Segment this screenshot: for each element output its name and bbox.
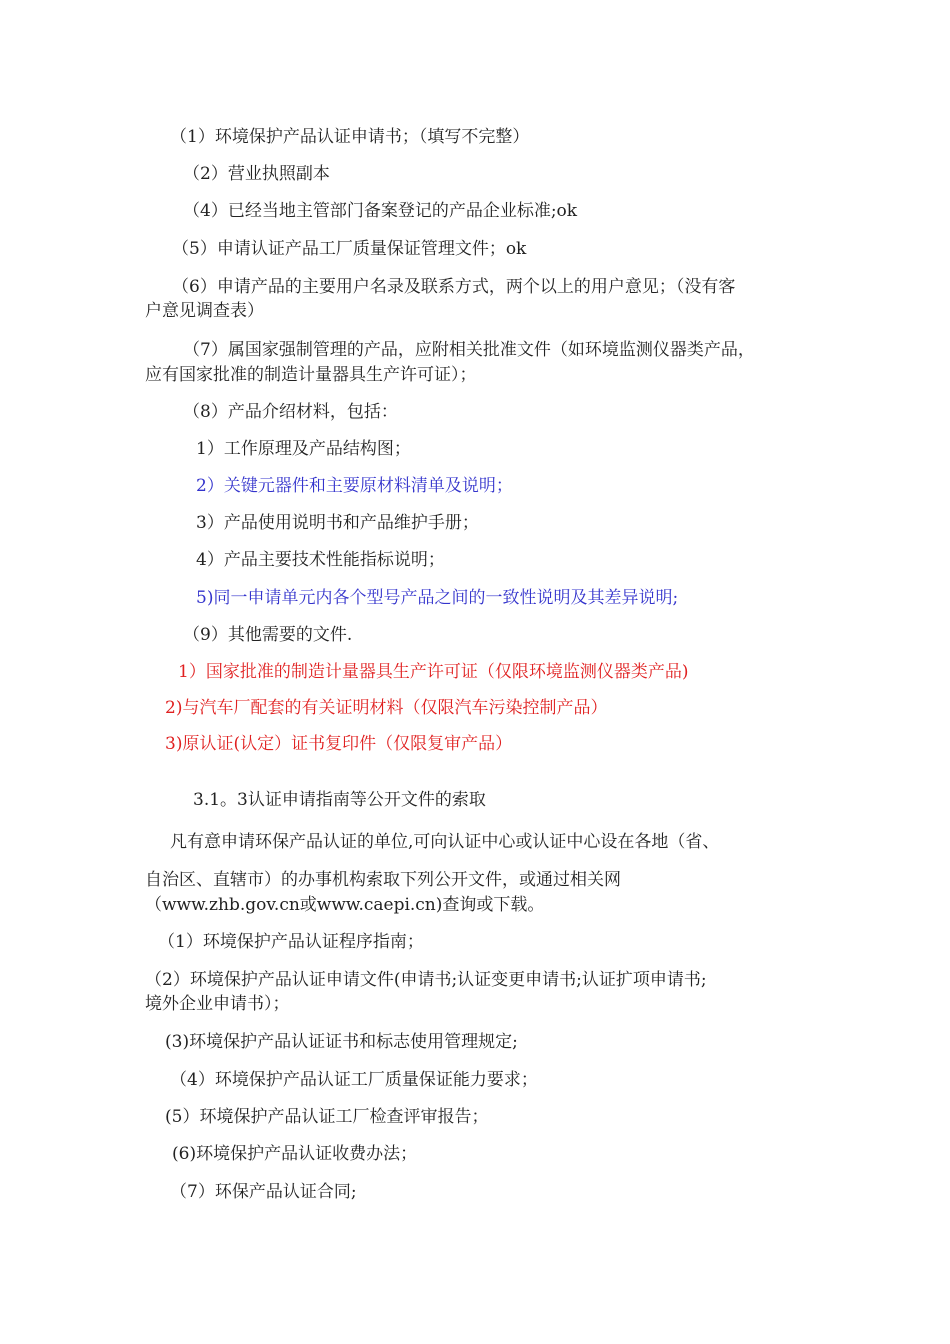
subitem-1-working-principle: 1）工作原理及产品结构图； — [196, 439, 411, 459]
red-item-3-original-certificate: 3)原认证(认定）证书复印件（仅限复审产品） — [165, 734, 513, 754]
paragraph-line-3-urls: （www.zhb.gov.cn或www.caepi.cn)查询或下载。 — [145, 895, 545, 915]
section-heading-3-1-3: 3.1。3认证申请指南等公开文件的索取 — [193, 790, 486, 810]
subitem-3-manual: 3）产品使用说明书和产品维护手册； — [196, 513, 479, 533]
item-8-product-materials: （8）产品介绍材料，包括： — [183, 402, 398, 422]
subitem-4-performance: 4）产品主要技术性能指标说明； — [196, 550, 445, 570]
item-2-business-license: （2）营业执照副本 — [183, 164, 330, 184]
item-9-other-documents: （9）其他需要的文件. — [183, 625, 353, 645]
red-item-1-license: 1）国家批准的制造计量器具生产许可证（仅限环境监测仪器类产品) — [178, 662, 689, 682]
subitem-2-key-components: 2）关键元器件和主要原材料清单及说明； — [196, 476, 513, 496]
doc-5-inspection-report: (5）环境保护产品认证工厂检查评审报告； — [165, 1107, 489, 1127]
doc-7-contract: （7）环保产品认证合同; — [170, 1182, 357, 1202]
item-5-quality-management: （5）申请认证产品工厂质量保证管理文件；ok — [172, 239, 527, 259]
item-1-application-form: （1）环境保护产品认证申请书；（填写不完整） — [170, 127, 530, 147]
paragraph-line-1: 凡有意申请环保产品认证的单位,可向认证中心或认证中心设在各地（省、 — [170, 832, 720, 852]
item-7-continuation: 应有国家批准的制造计量器具生产许可证）； — [145, 365, 477, 385]
doc-2-continuation: 境外企业申请书）； — [145, 994, 290, 1014]
doc-3-certificate-rules: (3)环境保护产品认证证书和标志使用管理规定; — [165, 1032, 518, 1052]
item-7-approval-documents: （7）属国家强制管理的产品，应附相关批准文件（如环境监测仪器类产品， — [183, 340, 755, 360]
doc-6-fee-rules: (6)环境保护产品认证收费办法； — [172, 1144, 418, 1164]
item-6-continuation: 户意见调查表） — [145, 301, 264, 321]
doc-1-procedure-guide: （1）环境保护产品认证程序指南； — [158, 932, 424, 952]
paragraph-line-2: 自治区、直辖市）的办事机构索取下列公开文件，或通过相关网 — [145, 870, 621, 890]
doc-4-quality-requirements: （4）环境保护产品认证工厂质量保证能力要求； — [170, 1070, 538, 1090]
item-6-user-list: （6）申请产品的主要用户名录及联系方式，两个以上的用户意见；（没有客 — [172, 277, 736, 297]
item-4-enterprise-standard: （4）已经当地主管部门备案登记的产品企业标准;ok — [183, 201, 578, 221]
red-item-2-automotive: 2)与汽车厂配套的有关证明材料（仅限汽车污染控制产品） — [165, 698, 608, 718]
doc-2-application-documents: （2）环境保护产品认证申请文件(申请书;认证变更申请书;认证扩项申请书; — [145, 970, 707, 990]
subitem-5-consistency: 5)同一申请单元内各个型号产品之间的一致性说明及其差异说明; — [196, 588, 679, 608]
